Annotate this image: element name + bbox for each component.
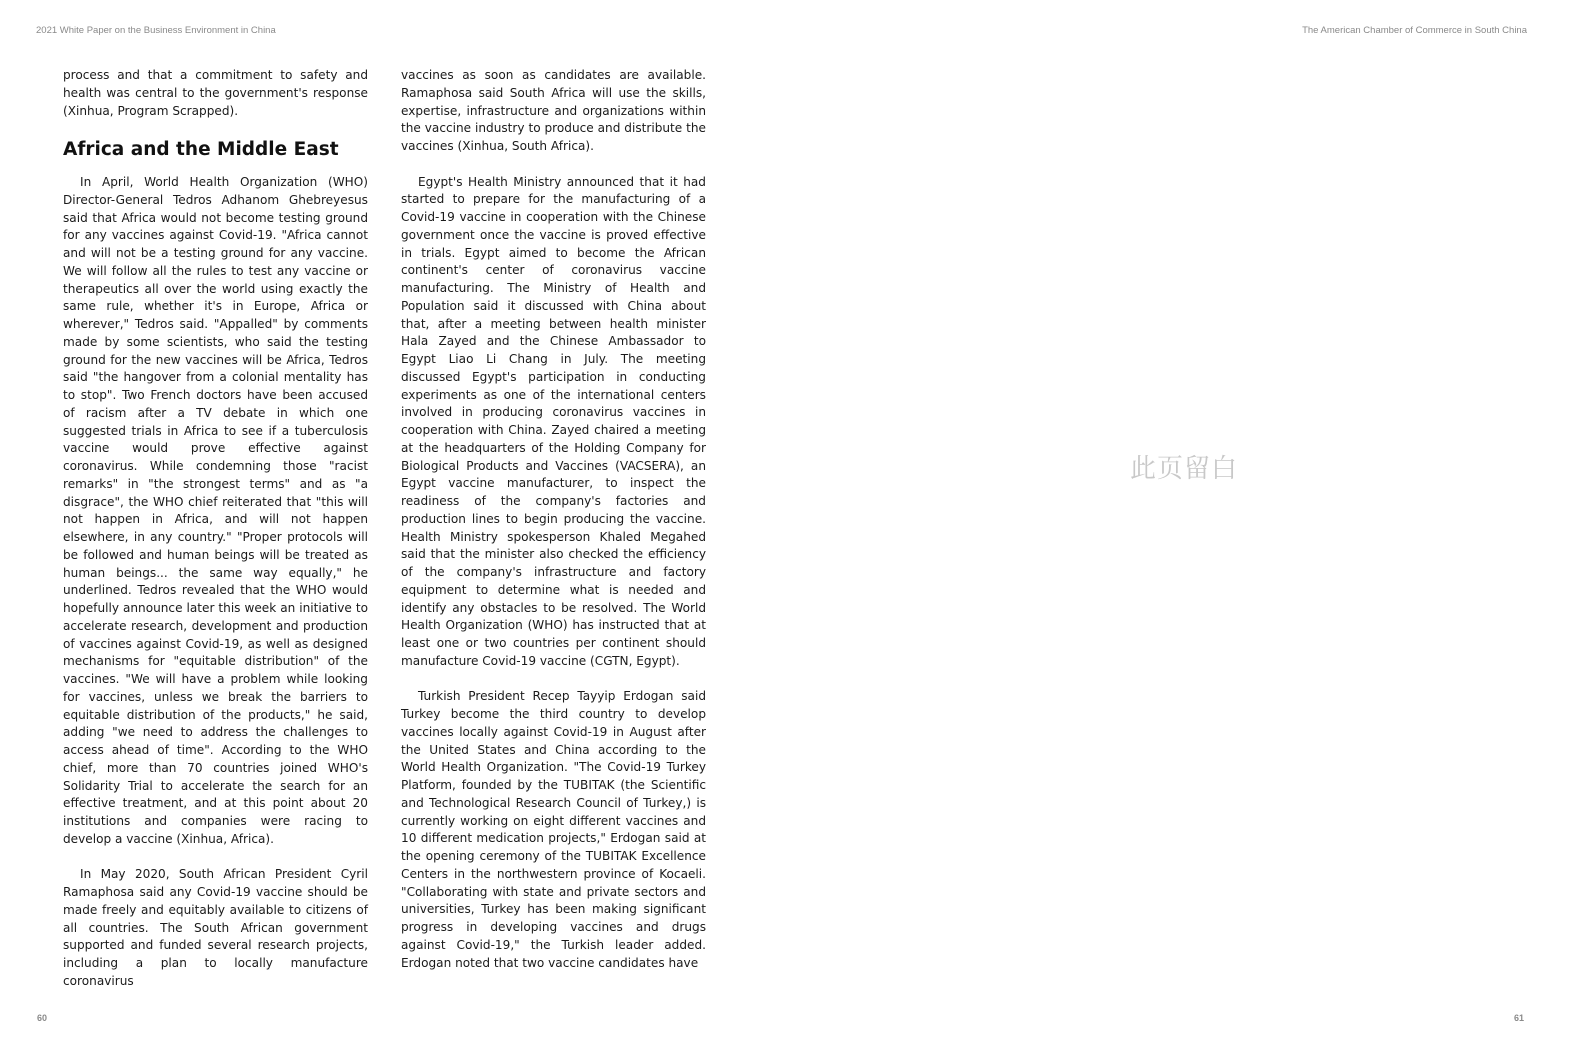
section-heading: Africa and the Middle East — [63, 139, 339, 160]
page-number-left: 60 — [37, 1013, 48, 1023]
running-header-left: 2021 White Paper on the Business Environment in China — [36, 25, 276, 36]
paragraph-turkey: Turkish President Recep Tayyip Erdogan said Turkey become the third country to develop vaccines locally against Covid-19 in August after the United States and China according to the World Health Organization. "The Covid-19 Turkey Platform, founded by the TUBITAK (the Scientific and Technological Research Council of Turkey,) is currently working on eight different vaccines and 10 different medication projects," Erdogan said at the opening ceremony of the TUBITAK Excellence Centers in the northwestern province of Kocaeli. "Collaborating with state and private sectors and universities, Turkey has been making significant progress in developing vaccines and drugs against Covid-19," the Turkish leader added. Erdogan noted that two vaccine candidates have — [401, 689, 706, 970]
left-page-column-1 — [63, 67, 368, 1008]
paragraph-egypt: Egypt's Health Ministry announced that it had started to prepare for the manufacturing of a Covid-19 vaccine in cooperation with the Chinese government once the vaccine is proved effective in trials. Egypt aimed to become the African continent's center of coronavirus vaccine manufacturing. The Ministry of Health and Population said it discussed with China about that, after a meeting between health minister Hala Zayed and the Chinese Ambassador to Egypt Liao Li Chang in July. The meeting discussed Egypt's participation in conducting experiments as one of the international centers involved in producing coronavirus vaccines in cooperation with China. Zayed chaired a meeting at the headquarters of the Holding Company for Biological Products and Vaccines (VACSERA), an Egypt vaccine manufacturer, to inspect the readiness of the company's factories and production lines to begin producing the vaccine. Health Ministry spokesperson Khaled Megahed said that the minister also checked the efficiency of the company's infrastructure and factory equipment to determine what is needed and identify any obstacles to be resolved. The World Health Organization (WHO) has instructed that at least one or two countries per continent should manufacture Covid-19 vaccine (CGTN, Egypt). — [401, 174, 706, 668]
left-page-column-2 — [401, 67, 706, 990]
paragraph-continued: vaccines as soon as candidates are available. Ramaphosa said South Africa will use the skills, expertise, infrastructure and organizations within the vaccine industry to produce and distribute the vaccines (Xinhua, South Africa). — [401, 68, 706, 153]
paragraph-continued: process and that a commitment to safety and health was central to the government's response (Xinhua, Program Scrapped). — [63, 68, 368, 118]
running-header-right: The American Chamber of Commerce in South China — [1302, 25, 1527, 36]
blank-page-notice: 此页留白 — [1130, 454, 1239, 484]
paragraph-who-africa: In April, World Health Organization (WHO) Director-General Tedros Adhanom Ghebreyesus said that Africa would not become testing ground for any vaccines against Covid-19. "Africa cannot and will not be a testing ground for any vaccine. We will follow all the rules to test any vaccine or therapeutics all over the world using exactly the same rule, whether it's in Europe, Africa or wherever," Tedros said. "Appalled" by comments made by some scientists, who said the testing ground for the new vaccines will be Africa, Tedros said "the hangover from a colonial mentality has to stop". Two French doctors have been accused of racism after a TV debate in which one suggested trials in Africa to see if a tuberculosis vaccine would prove effective against coronavirus. While condemning those "racist remarks" in "the strongest terms" and as "a disgrace", the WHO chief reiterated that "this will not happen in Africa, and will not happen elsewhere, in any country." "Proper protocols will be followed and human beings will be treated as human beings... the same way equally," he underlined. Tedros revealed that the WHO would hopefully announce later this week an initiative to accelerate research, development and production of vaccines against Covid-19, as well as designed mechanisms for "equitable distribution" of the vaccines. "We will have a problem while looking for vaccines, unless we break the barriers to equitable distribution of the products," he said, adding "we need to address the challenges to access ahead of time". According to the WHO chief, more than 70 countries joined WHO's Solidarity Trial to accelerate the search for an effective treatment, and at this point about 20 institutions and companies were racing to develop a vaccine (Xinhua, Africa). — [63, 175, 368, 846]
paragraph-south-africa: In May 2020, South African President Cyril Ramaphosa said any Covid-19 vaccine should be made freely and equitably available to citizens of all countries. The South African government supported and funded several research projects, including a plan to locally manufacture coronavirus — [63, 867, 368, 988]
page-number-right: 61 — [1514, 1013, 1525, 1023]
